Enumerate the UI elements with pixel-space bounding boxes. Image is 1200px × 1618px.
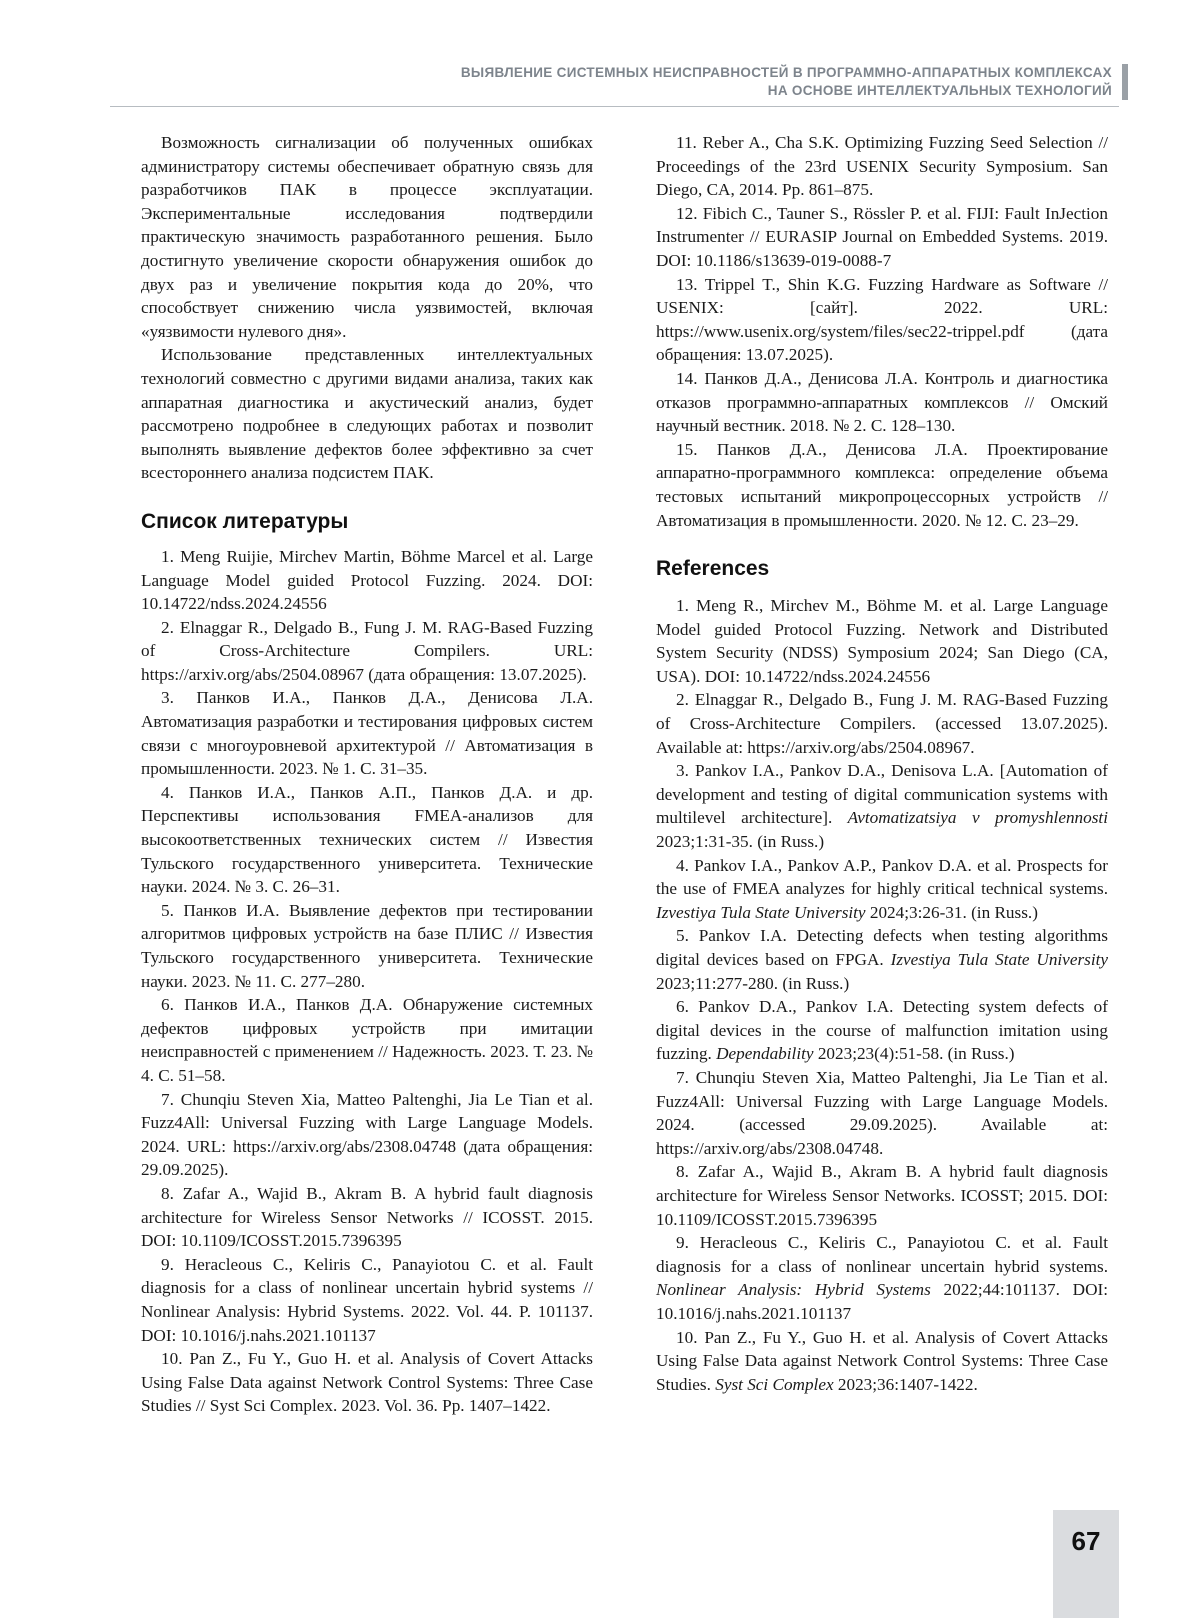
running-header: [110, 64, 1128, 100]
reference-en-item: 8. Zafar A., Wajid B., Akram B. A hybrid fault diagnosis architecture for Wireless Sensor Networks. ICOSST; 2015. DOI: 10.1109/ICOSST.2015.7396395: [656, 1162, 1108, 1229]
reference-item: 5. Панков И.А. Выявление дефектов при тестировании алгоритмов цифровых устройств на базе ПЛИС // Известия Тульского государственного университета. Технические науки. 2023. № 11. С. 277–280.: [141, 900, 593, 991]
reference-item: 8. Zafar A., Wajid B., Akram B. A hybrid fault diagnosis architecture for Wireless Sensor Networks // ICOSST. 2015. DOI: 10.1109/ICOSST.2015.7396395: [141, 1183, 593, 1251]
reference-en-item: 6. Pankov D.A., Pankov I.A. Detecting system defects of digital devices in the course of malfunction imitation using fuzzing. Dependability 2023;23(4):51-58. (in Russ.): [656, 997, 1108, 1064]
reference-en-item: 5. Pankov I.A. Detecting defects when testing algorithms digital devices based on FPGA. Izvestiya Tula State University 2023;11:277-280. (in Russ.): [656, 926, 1109, 993]
reference-item: 14. Панков Д.А., Денисова Л.А. Контроль и диагностика отказов программно-аппаратных комплексов // Омский научный вестник. 2018. № 2. С. 128–130.: [656, 368, 1108, 436]
running-header-line-2: НА ОСНОВЕ ИНТЕЛЛЕКТУАЛЬНЫХ ТЕХНОЛОГИЙ: [767, 83, 1112, 98]
journal-title: Izvestiya Tula State University: [890, 950, 1109, 969]
page-number-tab: [1053, 1510, 1119, 1618]
reference-item: 10. Pan Z., Fu Y., Guo H. et al. Analysis of Covert Attacks Using False Data against Network Control Systems: Three Case Studies // Syst Sci Complex. 2023. Vol. 36. Pp. 1407–1422.: [141, 1349, 593, 1416]
reference-en-item: 2. Elnaggar R., Delgado B., Fung J. M. RAG-Based Fuzzing of Cross-Architecture Compilers. (accessed 13.07.2025). Available at: https://arxiv.org/abs/2504.08967.: [656, 690, 1108, 757]
reference-en-item: 3. Pankov I.A., Pankov D.A., Denisova L.A. [Automation of development and testing of digital communication systems with multilevel architecture]. Avtomatizatsiya v promyshlennosti 2023;1:31-35. (in Russ.): [656, 761, 1108, 852]
left-column: [141, 131, 593, 1418]
body-paragraph: Использование представленных интеллектуальных технологий совместно с другими видами анализа, таких как аппаратная диагностика и акустический анализ, будет рассмотрено подробнее в следующих работах и позволит выполнять выявление дефектов более эффективно за счет всестороннего анализа подсистем ПАК.: [141, 345, 593, 483]
header-rule: [110, 106, 1119, 107]
journal-title: Izvestiya Tula State University: [656, 902, 866, 922]
reference-item: 15. Панков Д.А., Денисова Л.А. Проектирование аппаратно-программного комплекса: определение объема тестовых испытаний микропроцессорных устройств // Автоматизация в промышленности. 2020. № 12. С. 23–29.: [656, 439, 1108, 530]
reference-item: 4. Панков И.А., Панков А.П., Панков Д.А. и др. Перспективы использования FMEA-анализов для высокоответственных технических систем // Известия Тульского государственного университета. Технические науки. 2024. № 3. С. 26–31.: [141, 782, 593, 897]
running-header-line-1: ВЫЯВЛЕНИЕ СИСТЕМНЫХ НЕИСПРАВНОСТЕЙ В ПРОГРАММНО-АППАРАТНЫХ КОМПЛЕКСАХ: [460, 65, 1112, 80]
references-en-heading: References: [656, 557, 770, 581]
reference-item: 13. Trippel T., Shin K.G. Fuzzing Hardware as Software // USENIX: [сайт]. 2022. URL: https://www.usenix.org/system/files/sec22-trippel.pdf (дата обращения: 13.07.2025).: [656, 274, 1108, 365]
journal-title: Nonlinear Analysis: Hybrid Systems: [656, 1280, 931, 1300]
reference-en-item: 1. Meng R., Mirchev M., Böhme M. et al. Large Language Model guided Protocol Fuzzing. Network and Distributed System Security (NDSS) Symposium 2024; San Diego (CA, USA). DOI: 10.14722/ndss.2024.24556: [656, 596, 1108, 686]
page-number: 67: [1071, 1526, 1101, 1556]
reference-item: 7. Chunqiu Steven Xia, Matteo Paltenghi, Jia Le Tian et al. Fuzz4All: Universal Fuzzing with Large Language Models. 2024. URL: https://arxiv.org/abs/2308.04748 (дата обращения: 29.09.2025).: [141, 1089, 593, 1180]
journal-title: Dependability: [716, 1044, 814, 1064]
references-ru-heading: Список литературы: [141, 509, 349, 533]
reference-en-item: 10. Pan Z., Fu Y., Guo H. et al. Analysis of Covert Attacks Using False Data against Network Control Systems: Three Case Studies. Syst Sci Complex 2023;36:1407-1422.: [656, 1327, 1108, 1394]
reference-en-item: 4. Pankov I.A., Pankov A.P., Pankov D.A. et al. Prospects for the use of FMEA analyzes for highly critical technical systems. Izvestiya Tula State University 2024;3:26-31. (in Russ.): [656, 855, 1108, 922]
reference-item: 3. Панков И.А., Панков Д.А., Денисова Л.А. Автоматизация разработки и тестирования цифровых систем связи с многоуровневой архитектурой // Автоматизация в промышленности. 2023. № 1. С. 31–35.: [141, 688, 593, 779]
reference-item: 6. Панков И.А., Панков Д.А. Обнаружение системных дефектов цифровых устройств при имитации неисправностей с применением // Надежность. 2023. Т. 23. № 4. С. 51–58.: [141, 995, 593, 1085]
journal-title: Syst Sci Complex: [715, 1374, 834, 1394]
reference-en-item: 9. Heracleous C., Keliris C., Panayiotou C. et al. Fault diagnosis for a class of nonlinear uncertain hybrid systems. Nonlinear Analysis: Hybrid Systems 2022;44:101137. DOI: 10.1016/j.nahs.2021.101137: [656, 1233, 1108, 1323]
reference-item: 9. Heracleous C., Keliris C., Panayiotou C. et al. Fault diagnosis for a class of nonlinear uncertain hybrid systems // Nonlinear Analysis: Hybrid Systems. 2022. Vol. 44. P. 101137. DOI: 10.1016/j.nahs.2021.101137: [141, 1254, 593, 1345]
reference-item: 12. Fibich C., Tauner S., Rössler P. et al. FIJI: Fault InJection Instrumenter // EURASIP Journal on Embedded Systems. 2019. DOI: 10.1186/s13639-019-0088-7: [656, 203, 1108, 270]
reference-item: 1. Meng Ruijie, Mirchev Martin, Böhme Marcel et al. Large Language Model guided Protocol Fuzzing. 2024. DOI: 10.14722/ndss.2024.24556: [141, 546, 593, 614]
reference-en-item: 7. Chunqiu Steven Xia, Matteo Paltenghi, Jia Le Tian et al. Fuzz4All: Universal Fuzzing with Large Language Models. 2024. (accessed 29.09.2025). Available at: https://arxiv.org/abs/2308.04748.: [656, 1067, 1108, 1158]
reference-item: 2. Elnaggar R., Delgado B., Fung J. M. RAG-Based Fuzzing of Cross-Architecture Compilers. URL: https://arxiv.org/abs/2504.08967 (дата обращения: 13.07.2025).: [141, 617, 593, 684]
journal-title: Avtomatizatsiya v promyshlennosti: [847, 808, 1108, 828]
body-paragraph: Возможность сигнализации об полученных ошибках администратору системы обеспечивает обратную связь для разработчиков ПАК в процессе эксплуатации. Экспериментальные исследования подтвердили практическую значимость разработанного решения. Было достигнуто увеличение скорости обнаружения ошибок до двух раз и увеличение покрытия кода до 20%, что способствует снижению числа уязвимостей, включая «уязвимости нулевого дня».: [141, 133, 593, 341]
reference-item: 11. Reber A., Cha S.K. Optimizing Fuzzing Seed Selection // Proceedings of the 23rd USENIX Security Symposium. San Diego, CA, 2014. Pp. 861–875.: [656, 133, 1108, 200]
right-column: [656, 131, 1108, 1396]
